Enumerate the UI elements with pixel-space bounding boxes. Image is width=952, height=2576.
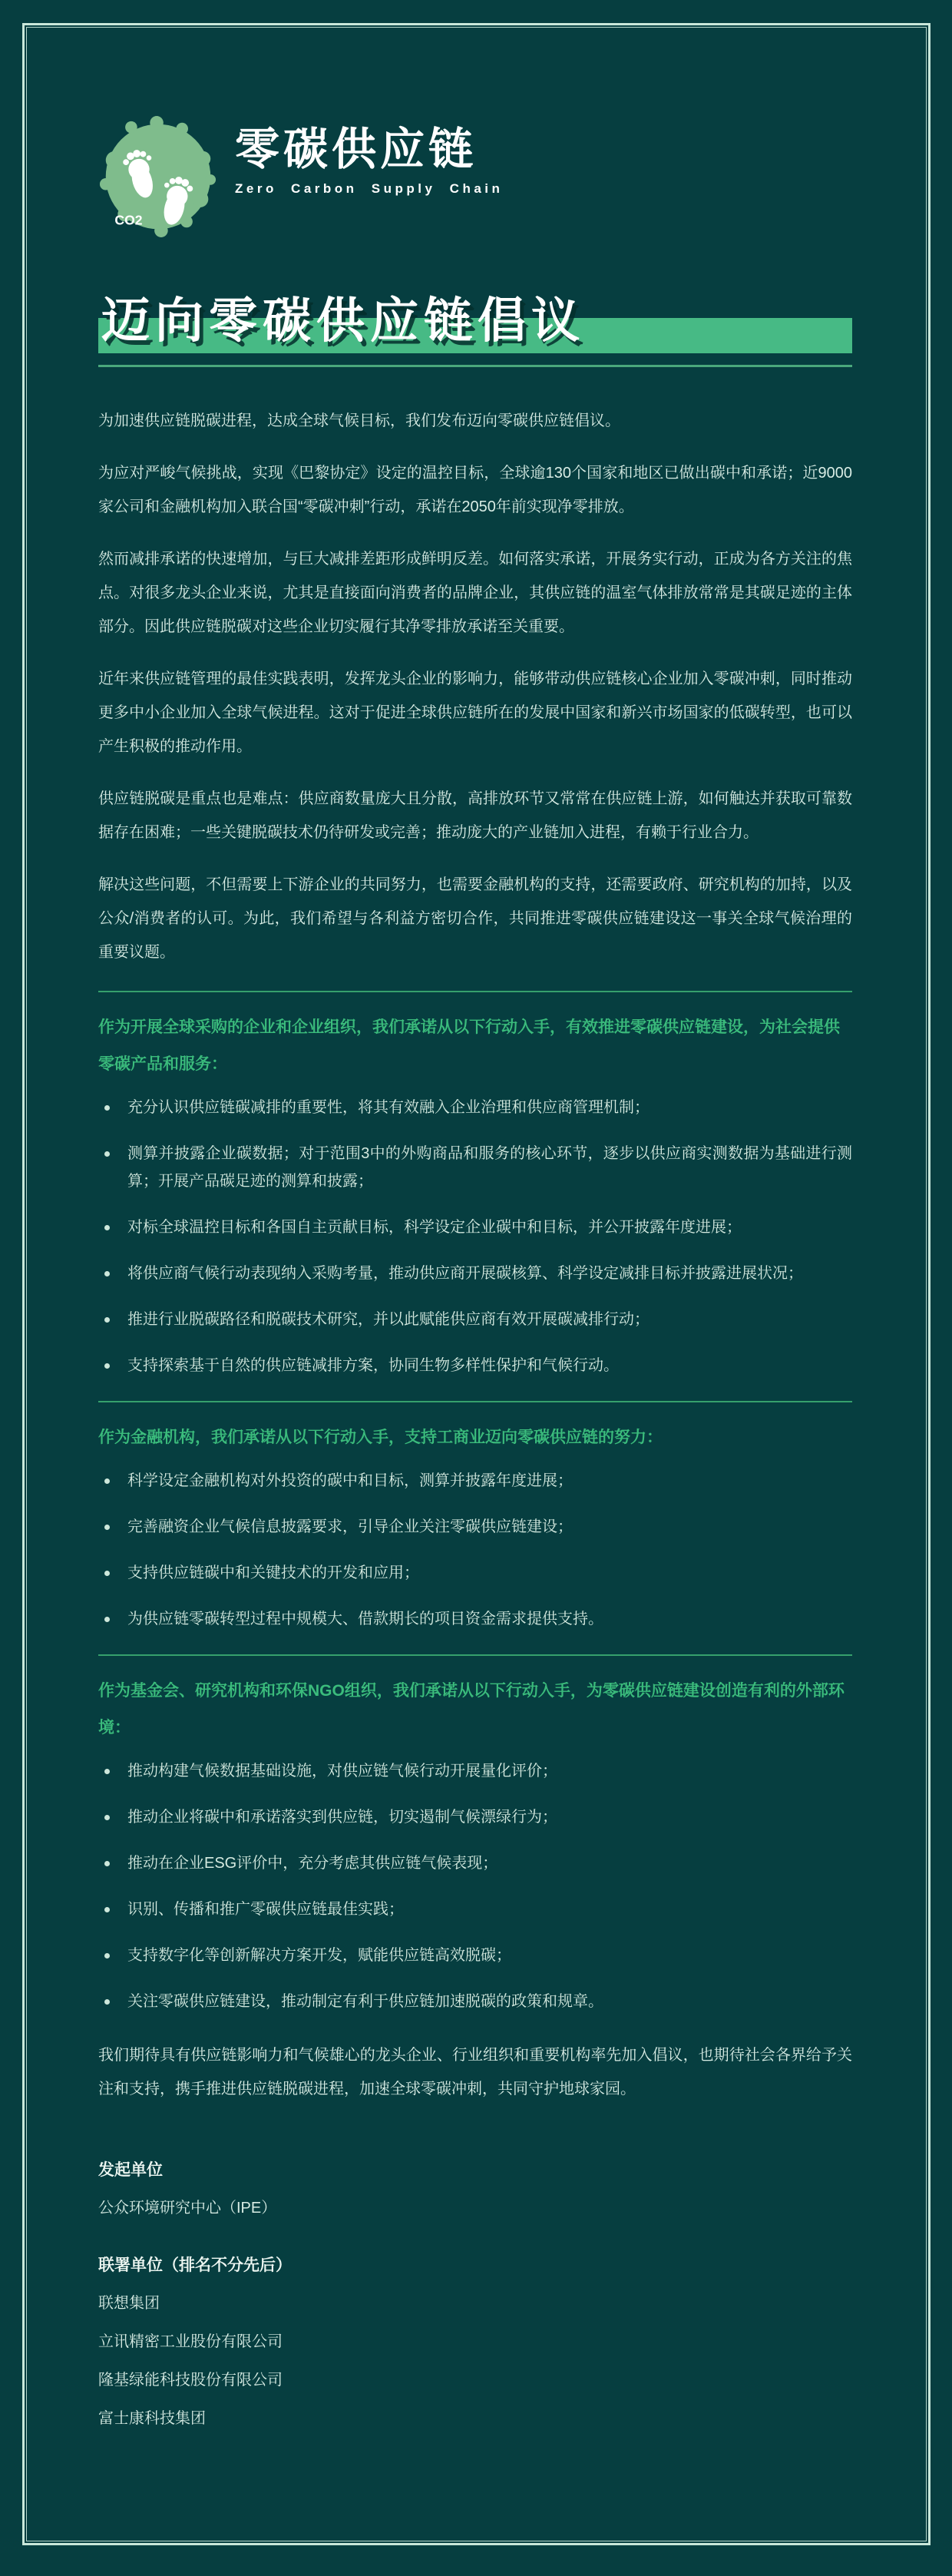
commitment-sections [98, 991, 852, 2015]
footer-organization: 联想集团 [98, 2295, 160, 2312]
section-heading: 作为开展全球采购的企业和企业组织，我们承诺从以下行动入手，有效推进零碳供应链建设，为社会提供零碳产品和服务： [98, 1018, 840, 1073]
footer-organization: 富士康科技集团 [98, 2410, 206, 2427]
bullet-item: 推动构建气候数据基础设施，对供应链气候行动开展量化评价； [98, 1757, 852, 1785]
bullet-item: 推动企业将碳中和承诺落实到供应链，切实遏制气候漂绿行为； [98, 1803, 852, 1831]
section-divider [98, 1654, 852, 1656]
section-heading: 作为基金会、研究机构和环保NGO组织，我们承诺从以下行动入手，为零碳供应链建设创造有利的外部环境： [98, 1682, 845, 1737]
logo [98, 115, 852, 238]
intro-paragraph: 供应链脱碳是重点也是难点：供应商数量庞大且分散，高排放环节又常常在供应链上游，如何触达并获取可靠数据存在困难；一些关键脱碳技术仍待研发或完善；推动庞大的产业链加入进程，有赖于行业合力。 [98, 790, 852, 841]
closing-paragraph: 我们期待具有供应链影响力和气候雄心的龙头企业、行业组织和重要机构率先加入倡议，也期待社会各界给予关注和支持，携手推进供应链脱碳进程，加速全球零碳冲刺，共同守护地球家园。 [98, 2047, 852, 2098]
commitment-section [98, 1401, 852, 1633]
co2-badge: CO2 [114, 212, 143, 228]
cosigner-group [98, 2255, 852, 2438]
bullet-item: 科学设定金融机构对外投资的碳中和目标，测算并披露年度进展； [98, 1467, 852, 1495]
initiator-group [98, 2160, 852, 2227]
commitment-section [98, 991, 852, 1379]
intro-paragraph: 为应对严峻气候挑战，实现《巴黎协定》设定的温控目标，全球逾130个国家和地区已做出碳中和承诺；近9000家公司和金融机构加入联合国“零碳冲刺”行动，承诺在2050年前实现净零排放。 [98, 465, 852, 515]
page-title: 迈向零碳供应链倡议 [101, 294, 585, 348]
section-bullet-list [98, 1757, 852, 2015]
intro-paragraph: 近年来供应链管理的最佳实践表明，发挥龙头企业的影响力，能够带动供应链核心企业加入零碳冲刺，同时推动更多中小企业加入全球气候进程。这对于促进全球供应链所在的发展中国家和新兴市场国家的低碳转型，也可以产生积极的推动作用。 [98, 670, 852, 755]
title-underline [98, 365, 852, 367]
initiator-label: 发起单位 [98, 2161, 163, 2179]
bullet-item: 推进行业脱碳路径和脱碳技术研究，并以此赋能供应商有效开展碳减排行动； [98, 1306, 852, 1333]
cosigner-label: 联署单位（排名不分先后） [98, 2256, 292, 2274]
bullet-item: 将供应商气候行动表现纳入采购考量，推动供应商开展碳核算、科学设定减排目标并披露进展状况； [98, 1260, 852, 1287]
bullet-item: 识别、传播和推广零碳供应链最佳实践； [98, 1896, 852, 1923]
footprint-co2-logo-icon [98, 115, 218, 238]
title-banner [98, 294, 852, 353]
logo-title-zh: 零碳供应链 [235, 124, 478, 174]
bullet-item: 关注零碳供应链建设，推动制定有利于供应链加速脱碳的政策和规章。 [98, 1988, 852, 2015]
logo-subtitle-en: Zero Carbon Supply Chain [235, 181, 504, 196]
commitment-section [98, 1654, 852, 2015]
bullet-item: 支持供应链碳中和关键技术的开发和应用； [98, 1559, 852, 1587]
initiator-list [98, 2189, 852, 2227]
footer-organization: 公众环境研究中心（IPE） [98, 2200, 277, 2217]
footer-organization: 隆基绿能科技股份有限公司 [98, 2372, 283, 2389]
bullet-item: 支持数字化等创新解决方案开发，赋能供应链高效脱碳； [98, 1942, 852, 1969]
intro-paragraph: 然而减排承诺的快速增加，与巨大减排差距形成鲜明反差。如何落实承诺，开展务实行动，正成为各方关注的焦点。对很多龙头企业来说，尤其是直接面向消费者的品牌企业，其供应链的温室气体排放常常是其碳足迹的主体部分。因此供应链脱碳对这些企业切实履行其净零排放承诺至关重要。 [98, 551, 852, 635]
intro-paragraph: 为加速供应链脱碳进程，达成全球气候目标，我们发布迈向零碳供应链倡议。 [98, 412, 620, 429]
section-divider [98, 1401, 852, 1402]
intro-paragraph: 解决这些问题，不但需要上下游企业的共同努力，也需要金融机构的支持，还需要政府、研究机构的加持，以及公众/消费者的认可。为此，我们希望与各利益方密切合作，共同推进零碳供应链建设这一事关全球气候治理的重要议题。 [98, 876, 852, 961]
bullet-item: 测算并披露企业碳数据；对于范围3中的外购商品和服务的核心环节，逐步以供应商实测数据为基础进行测算；开展产品碳足迹的测算和披露； [98, 1140, 852, 1195]
bullet-item: 对标全球温控目标和各国自主贡献目标，科学设定企业碳中和目标，并公开披露年度进展； [98, 1214, 852, 1241]
footer-organization: 立讯精密工业股份有限公司 [98, 2333, 283, 2350]
bullet-item: 完善融资企业气候信息披露要求，引导企业关注零碳供应链建设； [98, 1513, 852, 1541]
cosigner-list [98, 2284, 852, 2438]
bullet-item: 推动在企业ESG评价中，充分考虑其供应链气候表现； [98, 1849, 852, 1877]
section-divider [98, 991, 852, 992]
section-bullet-list [98, 1094, 852, 1379]
section-bullet-list [98, 1467, 852, 1633]
bullet-item: 为供应链零碳转型过程中规模大、借款期长的项目资金需求提供支持。 [98, 1605, 852, 1633]
section-heading: 作为金融机构，我们承诺从以下行动入手，支持工商业迈向零碳供应链的努力： [98, 1429, 663, 1446]
intro-paragraphs [98, 404, 852, 969]
logo-wordmark [235, 115, 503, 197]
bullet-item: 支持探索基于自然的供应链减排方案，协同生物多样性保护和气候行动。 [98, 1352, 852, 1379]
footer [98, 2160, 852, 2438]
bullet-item: 充分认识供应链碳减排的重要性，将其有效融入企业治理和供应商管理机制； [98, 1094, 852, 1121]
